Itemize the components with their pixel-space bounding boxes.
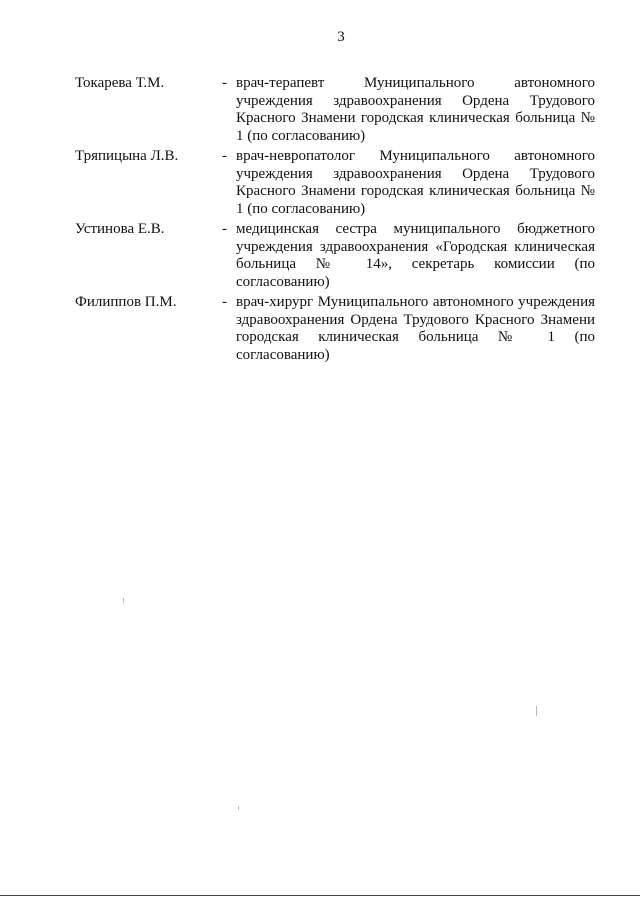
member-position: врач-терапевт Муниципального автономного учреждения здравоохранения Ордена Трудового Красного Знамени городская клиническая больница № 1 (по согласованию) xyxy=(236,75,595,144)
member-position: врач-хирург Муниципального автономного учреждения здравоохранения Ордена Трудового Красного Знамени городская клиническая больница № 1 (по согласованию) xyxy=(236,294,595,363)
entry-dash: - xyxy=(222,75,227,91)
member-entry xyxy=(75,294,595,364)
scan-speck xyxy=(238,806,239,810)
commission-member-list xyxy=(75,75,595,367)
entry-dash: - xyxy=(222,294,227,310)
scan-speck xyxy=(536,706,537,716)
entry-dash: - xyxy=(222,221,227,237)
member-entry xyxy=(75,75,595,145)
member-entry xyxy=(75,221,595,291)
member-position: медицинская сестра муниципального бюджетного учреждения здравоохранения «Городская клиническая больница № 14», секретарь комиссии (по согласованию) xyxy=(236,221,595,290)
member-entry xyxy=(75,148,595,218)
member-position: врач-невропатолог Муниципального автономного учреждения здравоохранения Ордена Трудового Красного Знамени городская клиническая больница № 1 (по согласованию) xyxy=(236,148,595,217)
member-name: Токарева Т.М. xyxy=(75,75,165,91)
member-name: Тряпицына Л.В. xyxy=(75,148,179,164)
member-name: Устинова Е.В. xyxy=(75,221,165,237)
entry-dash: - xyxy=(222,148,227,164)
page-number: 3 xyxy=(337,29,345,45)
scan-speck xyxy=(123,598,124,603)
member-name: Филиппов П.М. xyxy=(75,294,177,310)
scan-bottom-edge xyxy=(0,895,640,896)
